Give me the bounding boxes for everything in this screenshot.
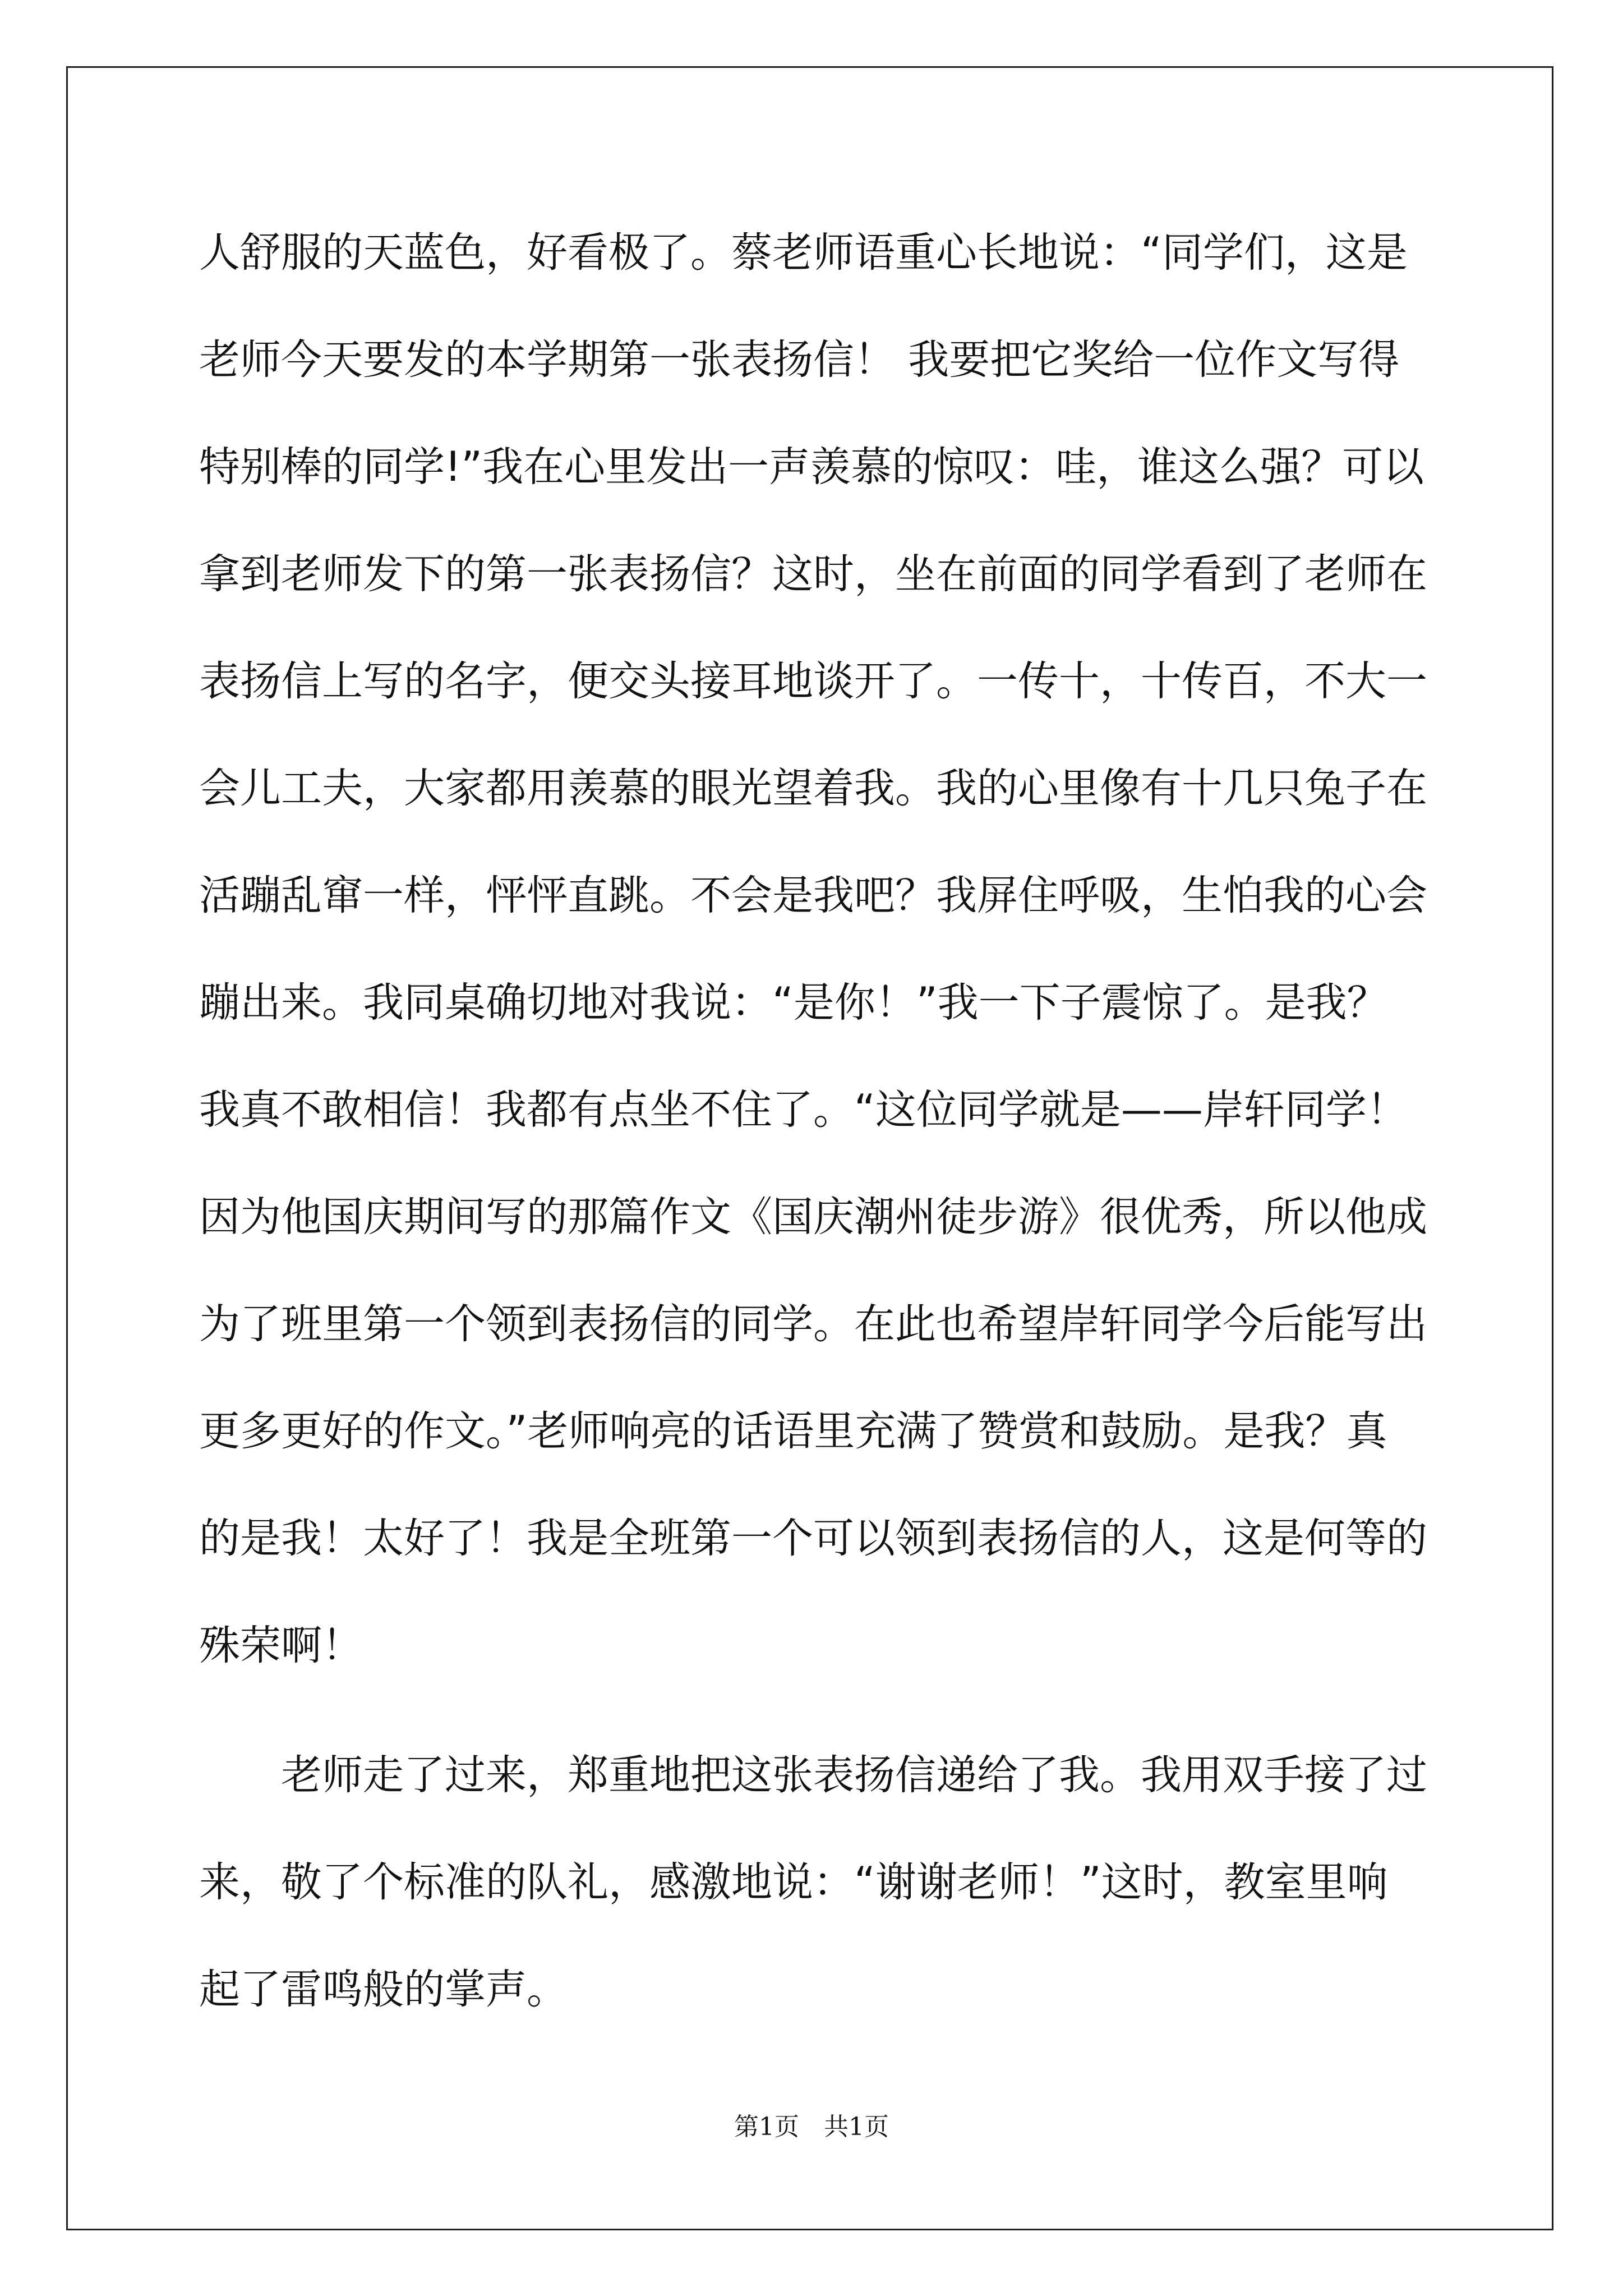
text-line: 的是我！太好了！我是全班第一个可以领到表扬信的人，这是何等的 — [199, 1515, 1427, 1562]
text-line: 蹦出来。我同桌确切地对我说：“是你！”我一下子震惊了。是我？ — [199, 979, 1388, 1027]
text-line: 为了班里第一个领到表扬信的同学。在此也希望岸轩同学今后能写出 — [199, 1300, 1427, 1348]
text-line: 人舒服的天蓝色，好看极了。蔡老师语重心长地说：“同学们，这是 — [199, 229, 1408, 277]
text-line: 我真不敢相信！我都有点坐不住了。“这位同学就是——岸轩同学！ — [199, 1086, 1408, 1134]
text-line: 拿到老师发下的第一张表扬信？这时，坐在前面的同学看到了老师在 — [199, 550, 1427, 598]
text-line: 老师走了过来，郑重地把这张表扬信递给了我。我用双手接了过 — [199, 1751, 1427, 1799]
document-body — [199, 220, 1427, 2064]
text-line: 会儿工夫，大家都用羡慕的眼光望着我。我的心里像有十几只兔子在 — [199, 765, 1427, 812]
text-line: 活蹦乱窜一样，怦怦直跳。不会是我吧？我屏住呼吸，生怕我的心会 — [199, 872, 1427, 919]
text-line: 特别棒的同学!”我在心里发出一声羡慕的惊叹：哇，谁这么强？可以 — [199, 443, 1424, 491]
text-line: 因为他国庆期间写的那篇作文《国庆潮州徒步游》很优秀，所以他成 — [199, 1193, 1427, 1241]
text-line: 表扬信上写的名字，便交头接耳地谈开了。一传十，十传百，不大一 — [199, 657, 1427, 705]
text-line: 起了雷鸣般的掌声。 — [199, 1966, 568, 2013]
paragraph-gap — [199, 1720, 1427, 1742]
text-line: 更多更好的作文。”老师响亮的话语里充满了赞赏和鼓励。是我？真 — [199, 1407, 1387, 1455]
text-line: 来，敬了个标准的队礼，感激地说：“谢谢老师！”这时，教室里响 — [199, 1858, 1388, 1906]
text-line: 殊荣啊！ — [199, 1622, 363, 1669]
text-line: 老师今天要发的本学期第一张表扬信！ 我要把它奖给一位作文写得 — [199, 336, 1400, 384]
page-number-footer: 第1页 共1页 — [734, 2113, 889, 2141]
